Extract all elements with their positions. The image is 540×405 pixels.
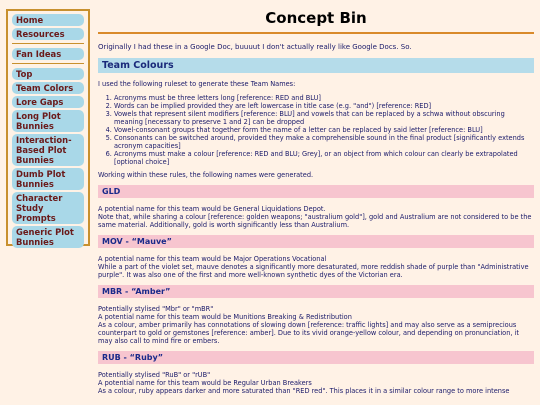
team-heading-mbr: MBR - “Amber” xyxy=(98,285,534,298)
team-mov-line: A potential name for this team would be Major Operations Vocational xyxy=(98,255,327,263)
team-heading-mov: MOV - “Mauve” xyxy=(98,235,534,248)
rule-item: 2. Words can be implied provided they are left lowercase in title case (e.g. "and") [reference: RED] xyxy=(114,102,534,110)
team-rub-line: A potential name for this team would be Regular Urban Breakers xyxy=(98,379,312,387)
nav-team-colors[interactable]: Team Colors xyxy=(12,82,84,94)
rule-item: 5. Consonants can be switched around, provided they make a comprehensible sound in the final product [significantly extends acronym capacities] xyxy=(114,134,534,150)
section-heading-team-colours: Team Colours xyxy=(98,58,534,73)
nav-interaction-plot-bunnies[interactable]: Interaction-Based Plot Bunnies xyxy=(12,134,84,166)
team-mbr-line: Potentially stylised "Mbr" or "mBR" xyxy=(98,305,214,313)
nav-lore-gaps[interactable]: Lore Gaps xyxy=(12,96,84,108)
rule-item: 3. Vowels that represent silent modifiers [reference: BLU] and vowels that can be replaced by a schwa without obscuring meaning [necessary to preserve 1 and 2] can be dropped xyxy=(114,110,534,126)
nav-fan-ideas[interactable]: Fan Ideas xyxy=(12,48,84,60)
team-mbr-line: A potential name for this team would be Munitions Breaking & Redistribution xyxy=(98,313,352,321)
nav-resources[interactable]: Resources xyxy=(12,28,84,40)
title-divider xyxy=(98,32,534,34)
team-heading-gld: GLD xyxy=(98,185,534,198)
nav-long-plot-bunnies[interactable]: Long Plot Bunnies xyxy=(12,110,84,132)
team-mov-line: While a part of the violet set, mauve denotes a significantly more desaturated, more reddish shade of purple than "Administrative purple". It was also one of the first and more well-known synthetic dyes of the Victorian era. xyxy=(98,263,529,279)
nav-character-study-prompts[interactable]: Character Study Prompts xyxy=(12,192,84,224)
nav-divider xyxy=(12,63,84,64)
ruleset-outro: Working within these rules, the following names were generated. xyxy=(98,171,314,179)
nav-generic-plot-bunnies[interactable]: Generic Plot Bunnies xyxy=(12,226,84,248)
sidebar xyxy=(6,9,90,246)
nav-home[interactable]: Home xyxy=(12,14,84,26)
rule-item: 1. Acronyms must be three letters long [reference: RED and BLU] xyxy=(114,94,534,102)
rule-item: 4. Vowel-consonant groups that together form the name of a letter can be replaced by said letter [reference: BLU] xyxy=(114,126,534,134)
ruleset-intro: I used the following ruleset to generate these Team Names: xyxy=(98,80,296,88)
team-mbr-line: As a colour, amber primarily has connotations of slowing down [reference: traffic lights] and may also serve as a semiprecious counterpart to gold or gemstones [reference: amber]. Due to its vivid orange-yellow colour, and depending on pronunciation, it may also call to mind fire or embers. xyxy=(98,321,519,345)
team-gld-line: A potential name for this team would be General Liquidations Depot. xyxy=(98,205,326,213)
page-title: Concept Bin xyxy=(265,9,367,27)
team-rub-line: As a colour, ruby appears darker and more saturated than "RED red". This places it in a similar colour range to more intense xyxy=(98,387,510,395)
team-heading-rub: RUB - “Ruby” xyxy=(98,351,534,364)
team-rub-line: Potentially stylised "RuB" or "rUB" xyxy=(98,371,211,379)
rule-item: 6. Acronyms must make a colour [reference: RED and BLU; Grey], or an object from which colour can clearly be extrapolated [optional choice] xyxy=(114,150,534,166)
nav-divider xyxy=(12,43,84,44)
team-gld-line: Note that, while sharing a colour [reference: golden weapons; "australium gold"], gold and Australium are not considered to be the same material. Additionally, gold is worth significantly less than Australium. xyxy=(98,213,532,229)
main-content xyxy=(98,0,534,405)
nav-dumb-plot-bunnies[interactable]: Dumb Plot Bunnies xyxy=(12,168,84,190)
intro-text: Originally I had these in a Google Doc, buuuut I don't actually really like Google Docs. So. xyxy=(98,43,412,51)
nav-top[interactable]: Top xyxy=(12,68,84,80)
rules-list xyxy=(98,94,534,166)
